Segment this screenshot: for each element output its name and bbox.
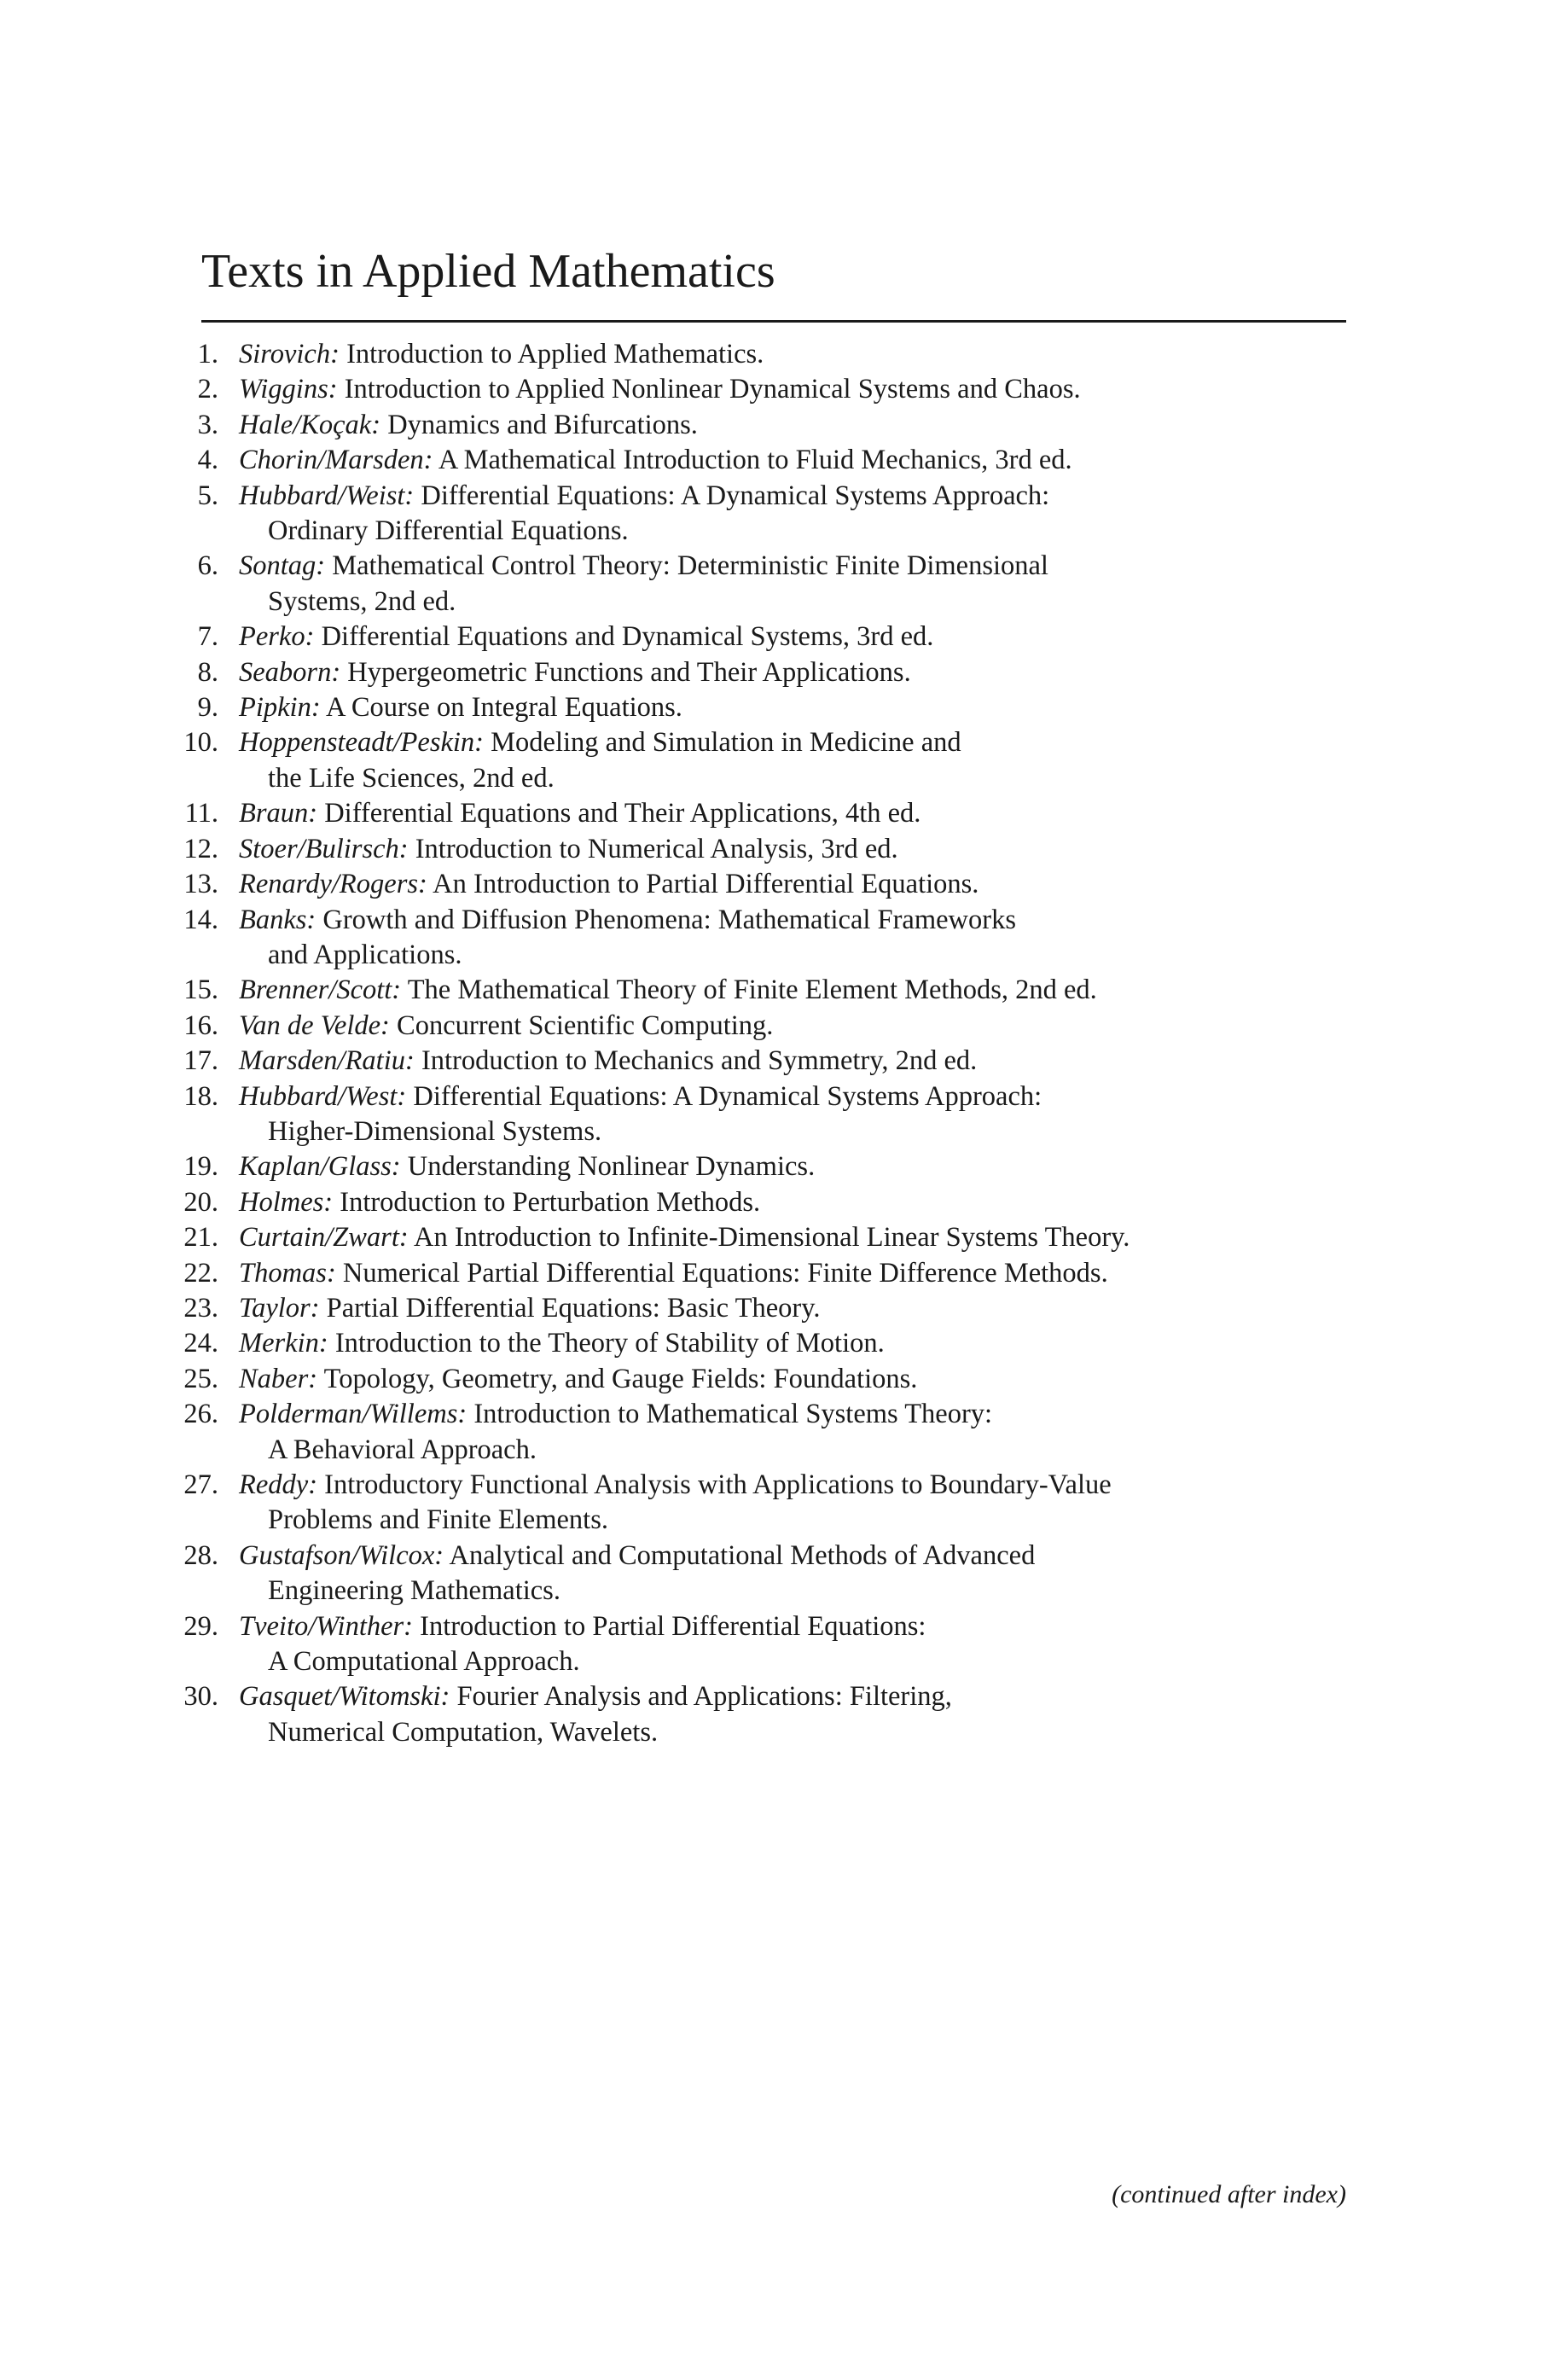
entry-title: An Introduction to Partial Differential Equations. — [433, 869, 979, 900]
entry-author: Van de Velde: — [239, 1009, 390, 1041]
entry-body — [239, 549, 1348, 620]
entry-author: Tveito/Winther: — [239, 1610, 413, 1642]
entry-author: Stoer/Bulirsch: — [239, 833, 409, 864]
entry-title: A Course on Integral Equations. — [326, 692, 682, 724]
list-item — [0, 690, 1568, 725]
entry-body — [239, 1149, 1348, 1184]
list-item — [0, 1009, 1568, 1044]
entry-author: Reddy: — [239, 1469, 318, 1500]
list-item — [0, 443, 1568, 478]
entry-body — [239, 1679, 1348, 1750]
entry-author: Kaplan/Glass: — [239, 1151, 401, 1183]
entry-body — [239, 443, 1348, 478]
entry-title: Introduction to Numerical Analysis, 3rd ed. — [415, 833, 898, 864]
entry-title-continuation: and Applications. — [268, 939, 462, 970]
entry-number: 20. — [183, 1186, 218, 1218]
entry-title: Understanding Nonlinear Dynamics. — [407, 1151, 816, 1183]
list-item — [0, 620, 1568, 655]
entry-title: Differential Equations: A Dynamical Systems Approach: — [413, 1080, 1042, 1112]
entry-number: 17. — [183, 1045, 218, 1077]
list-item — [0, 479, 1568, 550]
list-item — [0, 408, 1568, 443]
entry-author: Sirovich: — [239, 339, 340, 369]
entry-body — [239, 1185, 1348, 1220]
entry-title: Hypergeometric Functions and Their Applications. — [347, 656, 911, 688]
entry-author: Brenner/Scott: — [239, 975, 402, 1006]
entry-author: Wiggins: — [239, 374, 338, 405]
list-item — [0, 1291, 1568, 1326]
entry-title: Differential Equations: A Dynamical Systems Approach: — [421, 480, 1050, 511]
entry-title: An Introduction to Infinite-Dimensional Linear Systems Theory. — [414, 1222, 1130, 1254]
entry-body — [239, 620, 1348, 655]
entry-author: Polderman/Willems: — [239, 1399, 467, 1430]
title-rule — [201, 320, 1346, 323]
entry-author: Pipkin: — [239, 692, 321, 724]
list-item — [0, 337, 1568, 372]
entry-title: Modeling and Simulation in Medicine and — [491, 727, 961, 759]
entry-author: Perko: — [239, 621, 315, 653]
entry-number: 6. — [197, 550, 218, 582]
entry-title: Topology, Geometry, and Gauge Fields: Foundations. — [323, 1363, 918, 1394]
entry-title: Partial Differential Equations: Basic Theory. — [326, 1292, 821, 1324]
entry-body — [239, 408, 1348, 443]
entry-body — [239, 1609, 1348, 1680]
entry-title: Introduction to Mathematical Systems Theory: — [473, 1399, 993, 1430]
entry-body — [239, 690, 1348, 725]
entry-number: 27. — [183, 1469, 218, 1500]
entry-body — [239, 1256, 1348, 1291]
entry-author: Gustafson/Wilcox: — [239, 1539, 444, 1571]
entry-number: 12. — [183, 833, 218, 864]
continued-note: (continued after index) — [1112, 2180, 1346, 2208]
entry-author: Chorin/Marsden: — [239, 445, 433, 476]
entry-number: 2. — [197, 374, 218, 405]
entry-number: 15. — [183, 975, 218, 1006]
entry-number: 21. — [183, 1222, 218, 1254]
entry-title: Mathematical Control Theory: Deterministic Finite Dimensional — [332, 550, 1048, 582]
entry-number: 28. — [183, 1539, 218, 1571]
entry-author: Hubbard/Weist: — [239, 480, 415, 511]
entry-title-continuation: A Computational Approach. — [268, 1646, 580, 1678]
entry-author: Hubbard/West: — [239, 1080, 407, 1112]
entry-title-continuation: the Life Sciences, 2nd ed. — [268, 762, 555, 794]
entry-number: 29. — [183, 1610, 218, 1642]
entry-number: 16. — [183, 1009, 218, 1041]
entry-body — [239, 337, 1348, 372]
entry-title-continuation: A Behavioral Approach. — [268, 1434, 537, 1465]
entry-title: Differential Equations and Their Applications, 4th ed. — [324, 798, 921, 829]
entry-title: Introduction to Applied Nonlinear Dynamical Systems and Chaos. — [344, 374, 1081, 405]
entry-body — [239, 1009, 1348, 1044]
entry-number: 25. — [183, 1363, 218, 1394]
entry-number: 23. — [183, 1292, 218, 1324]
entry-title: Introductory Functional Analysis with Applications to Boundary-Value — [324, 1469, 1112, 1500]
list-item — [0, 1079, 1568, 1150]
entry-author: Sontag: — [239, 550, 326, 582]
entry-body — [239, 796, 1348, 831]
entry-author: Hale/Koçak: — [239, 409, 381, 440]
entry-title: Growth and Diffusion Phenomena: Mathematical Frameworks — [322, 904, 1017, 935]
list-item — [0, 1220, 1568, 1255]
list-item — [0, 1679, 1568, 1750]
entry-title: Analytical and Computational Methods of Advanced — [449, 1539, 1036, 1571]
entry-body — [239, 1079, 1348, 1150]
entry-body — [239, 832, 1348, 867]
entry-title: Numerical Partial Differential Equations: Finite Difference Methods. — [342, 1257, 1108, 1289]
entry-title: Introduction to Mechanics and Symmetry, 2nd ed. — [421, 1045, 978, 1077]
entry-title: Introduction to Perturbation Methods. — [340, 1186, 761, 1218]
list-item — [0, 796, 1568, 831]
entry-number: 7. — [197, 621, 218, 653]
entry-number: 11. — [184, 798, 218, 829]
entry-body — [239, 903, 1348, 974]
list-item — [0, 903, 1568, 974]
entry-author: Merkin: — [239, 1328, 328, 1359]
list-item — [0, 1609, 1568, 1680]
entry-number: 22. — [183, 1257, 218, 1289]
list-item — [0, 1468, 1568, 1539]
entry-body — [239, 1220, 1348, 1255]
entry-body — [239, 372, 1348, 407]
entry-title-continuation: Numerical Computation, Wavelets. — [268, 1716, 659, 1748]
entry-body — [239, 1539, 1348, 1609]
entry-number: 19. — [183, 1151, 218, 1183]
list-item — [0, 973, 1568, 1008]
entry-number: 5. — [197, 480, 218, 511]
entry-title-continuation: Systems, 2nd ed. — [268, 585, 456, 617]
entry-number: 8. — [197, 656, 218, 688]
list-item — [0, 1149, 1568, 1184]
entry-title: Fourier Analysis and Applications: Filtering, — [456, 1681, 952, 1713]
list-item — [0, 832, 1568, 867]
list-item — [0, 1185, 1568, 1220]
entry-body — [239, 1397, 1348, 1468]
entry-body — [239, 1362, 1348, 1397]
list-item — [0, 1362, 1568, 1397]
list-item — [0, 655, 1568, 690]
entry-author: Seaborn: — [239, 656, 341, 688]
entry-author: Naber: — [239, 1363, 318, 1394]
entry-body — [239, 1326, 1348, 1361]
entry-title-continuation: Ordinary Differential Equations. — [268, 515, 629, 547]
entry-title-continuation: Engineering Mathematics. — [268, 1575, 560, 1607]
list-item — [0, 1044, 1568, 1079]
entry-author: Holmes: — [239, 1186, 334, 1218]
entry-body — [239, 655, 1348, 690]
list-item — [0, 1397, 1568, 1468]
entry-body — [239, 1468, 1348, 1539]
list-item — [0, 867, 1568, 902]
entry-body — [239, 867, 1348, 902]
entry-title: Introduction to the Theory of Stability of Motion. — [334, 1328, 885, 1359]
entry-author: Thomas: — [239, 1257, 336, 1289]
entry-number: 14. — [183, 904, 218, 935]
entry-body — [239, 1291, 1348, 1326]
entry-body — [239, 479, 1348, 550]
entry-number: 9. — [197, 692, 218, 724]
list-item — [0, 1326, 1568, 1361]
entry-author: Gasquet/Witomski: — [239, 1681, 450, 1713]
entry-body — [239, 1044, 1348, 1079]
entry-title: Introduction to Applied Mathematics. — [346, 339, 764, 369]
entry-number: 3. — [197, 409, 218, 440]
page-title: Texts in Applied Mathematics — [201, 245, 775, 298]
entry-author: Braun: — [239, 798, 318, 829]
list-item — [0, 1256, 1568, 1291]
entry-title: The Mathematical Theory of Finite Element Methods, 2nd ed. — [407, 975, 1097, 1006]
entry-number: 4. — [197, 445, 218, 476]
entry-number: 24. — [183, 1328, 218, 1359]
entry-number: 13. — [183, 869, 218, 900]
entry-number: 18. — [183, 1080, 218, 1112]
list-item — [0, 1539, 1568, 1609]
entry-title: Dynamics and Bifurcations. — [387, 409, 698, 440]
entry-title-continuation: Higher-Dimensional Systems. — [268, 1115, 602, 1147]
entry-author: Curtain/Zwart: — [239, 1222, 409, 1254]
entry-number: 30. — [183, 1681, 218, 1713]
entry-author: Renardy/Rogers: — [239, 869, 427, 900]
entry-title: A Mathematical Introduction to Fluid Mechanics, 3rd ed. — [438, 445, 1072, 476]
entry-title: Concurrent Scientific Computing. — [397, 1009, 774, 1041]
entry-body — [239, 725, 1348, 796]
entry-author: Marsden/Ratiu: — [239, 1045, 415, 1077]
entry-number: 10. — [183, 727, 218, 759]
series-list — [0, 337, 1568, 1750]
entry-number: 26. — [183, 1399, 218, 1430]
list-item — [0, 372, 1568, 407]
entry-number: 1. — [197, 339, 218, 369]
entry-body — [239, 973, 1348, 1008]
entry-title: Differential Equations and Dynamical Systems, 3rd ed. — [321, 621, 934, 653]
entry-author: Banks: — [239, 904, 317, 935]
list-item — [0, 725, 1568, 796]
entry-author: Taylor: — [239, 1292, 320, 1324]
entry-title-continuation: Problems and Finite Elements. — [268, 1504, 608, 1536]
entry-title: Introduction to Partial Differential Equations: — [420, 1610, 926, 1642]
entry-author: Hoppensteadt/Peskin: — [239, 727, 485, 759]
list-item — [0, 549, 1568, 620]
